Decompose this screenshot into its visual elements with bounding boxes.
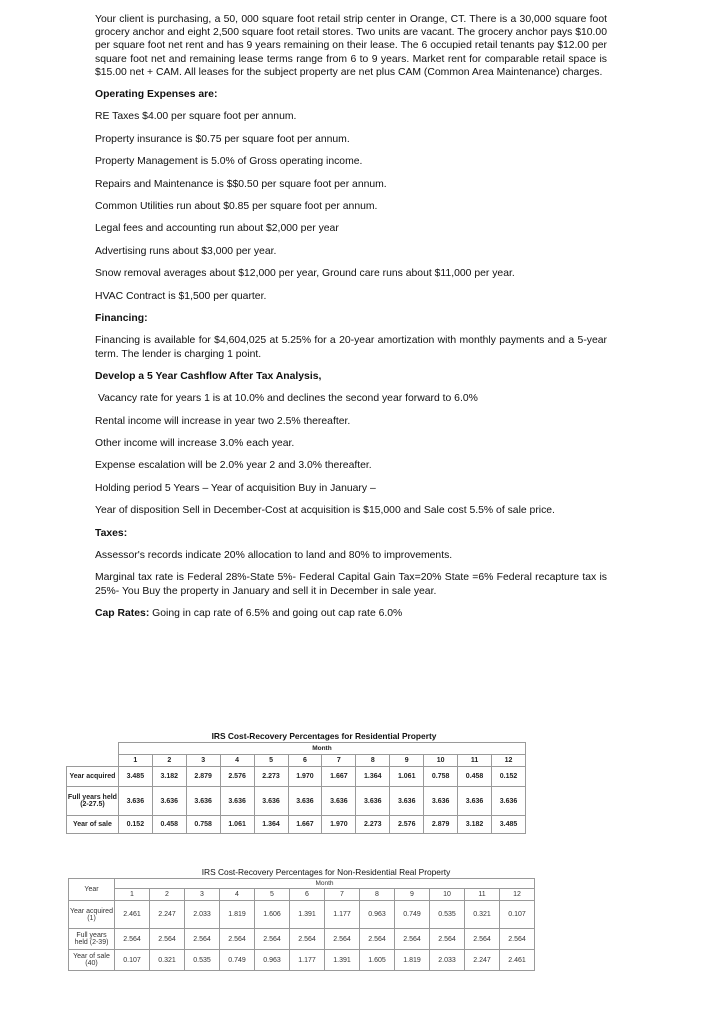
residential-table-title: IRS Cost-Recovery Percentages for Residential Property xyxy=(211,731,437,741)
table-cell: 2.564 xyxy=(325,929,360,950)
table-cell: 2.564 xyxy=(500,929,535,950)
table-cell: 0.458 xyxy=(152,816,186,834)
table-cell: 1.391 xyxy=(290,901,325,929)
cap-rates-text: Going in cap rate of 6.5% and going out cap rate 6.0% xyxy=(149,608,403,620)
table-cell: 2.247 xyxy=(150,901,185,929)
table-cell: 2.564 xyxy=(395,929,430,950)
table-cell: 2.564 xyxy=(465,929,500,950)
month-cell: 6 xyxy=(288,755,322,767)
table-cell: 1.177 xyxy=(290,950,325,971)
financing-text: Financing is available for $4,604,025 at 5.25% for a 20-year amortization with monthly payments and a 5-year term. The lender is charging 1 point. xyxy=(95,335,607,360)
table-cell: 2.576 xyxy=(220,767,254,787)
table-cell: 2.461 xyxy=(500,950,535,971)
table-cell: 1.970 xyxy=(322,816,356,834)
table-cell: 2.033 xyxy=(185,901,220,929)
row-label: Full years held (2-27.5) xyxy=(67,787,119,816)
table-cell: 0.107 xyxy=(500,901,535,929)
month-cell: 2 xyxy=(150,889,185,901)
table-row xyxy=(69,950,535,971)
month-cell: 11 xyxy=(458,755,492,767)
analysis-heading: Develop a 5 Year Cashflow After Tax Analysis, xyxy=(95,370,322,382)
table-cell: 0.321 xyxy=(465,901,500,929)
table-cell: 1.667 xyxy=(288,816,322,834)
month-cell: 3 xyxy=(185,889,220,901)
month-cell: 7 xyxy=(325,889,360,901)
table-cell: 3.636 xyxy=(254,787,288,816)
month-cell: 8 xyxy=(356,755,390,767)
table-cell: 1.970 xyxy=(288,767,322,787)
table-cell: 1.177 xyxy=(325,901,360,929)
cap-rates-heading: Cap Rates: xyxy=(95,608,150,620)
table-row xyxy=(67,816,526,834)
table-cell: 0.758 xyxy=(186,816,220,834)
row-label: Full years held (2-39) xyxy=(69,929,115,950)
table-cell: 1.061 xyxy=(390,767,424,787)
table-cell: 2.576 xyxy=(390,816,424,834)
table-cell: 1.606 xyxy=(255,901,290,929)
table-cell: 3.485 xyxy=(118,767,152,787)
table-cell: 0.749 xyxy=(220,950,255,971)
analysis-item: Holding period 5 Years – Year of acquisition Buy in January – xyxy=(95,482,376,494)
table-cell: 0.758 xyxy=(424,767,458,787)
table-cell: 3.636 xyxy=(492,787,526,816)
table-cell: 1.605 xyxy=(360,950,395,971)
table-cell: 1.819 xyxy=(220,901,255,929)
table-cell: 2.564 xyxy=(360,929,395,950)
month-cell: 1 xyxy=(115,889,150,901)
cap-rates-line xyxy=(95,607,607,620)
table-cell: 1.061 xyxy=(220,816,254,834)
table-cell: 3.636 xyxy=(118,787,152,816)
nonresidential-table xyxy=(68,878,535,971)
analysis-item: Vacancy rate for years 1 is at 10.0% and declines the second year forward to 6.0% xyxy=(98,393,478,405)
opex-item: HVAC Contract is $1,500 per quarter. xyxy=(95,290,267,302)
table-cell: 3.636 xyxy=(458,787,492,816)
table-cell: 3.636 xyxy=(186,787,220,816)
table-cell: 2.564 xyxy=(220,929,255,950)
table-cell: 0.963 xyxy=(255,950,290,971)
table-cell: 2.564 xyxy=(150,929,185,950)
table-cell: 0.152 xyxy=(492,767,526,787)
table-cell: 0.107 xyxy=(115,950,150,971)
table-cell: 2.564 xyxy=(290,929,325,950)
table-cell: 2.564 xyxy=(115,929,150,950)
opex-item: Repairs and Maintenance is $$0.50 per square foot per annum. xyxy=(95,178,387,190)
table-cell: 0.963 xyxy=(360,901,395,929)
table-cell: 3.182 xyxy=(152,767,186,787)
taxes-item: Marginal tax rate is Federal 28%-State 5%- Federal Capital Gain Tax=20% State =6% Federal recapture tax is 25%- You Buy the property in January and sell it in December in sale year. xyxy=(95,572,607,597)
table-cell: 2.273 xyxy=(254,767,288,787)
month-cell: 2 xyxy=(152,755,186,767)
table-cell: 3.636 xyxy=(220,787,254,816)
table-cell: 1.667 xyxy=(322,767,356,787)
table-cell: 2.247 xyxy=(465,950,500,971)
month-cell: 6 xyxy=(290,889,325,901)
month-cell: 4 xyxy=(220,755,254,767)
row-label: Year of sale xyxy=(67,816,119,834)
month-cell: 5 xyxy=(254,755,288,767)
month-cell: 11 xyxy=(465,889,500,901)
table-cell: 0.535 xyxy=(430,901,465,929)
taxes-item: Assessor's records indicate 20% allocation to land and 80% to improvements. xyxy=(95,550,453,562)
year-header: Year xyxy=(69,879,115,901)
table-cell: 1.391 xyxy=(325,950,360,971)
analysis-item: Year of disposition Sell in December-Cost at acquisition is $15,000 and Sale cost 5.5% of sale price. xyxy=(95,505,555,517)
table-cell: 2.033 xyxy=(430,950,465,971)
table-row xyxy=(67,767,526,787)
table-cell: 0.458 xyxy=(458,767,492,787)
opex-item: Legal fees and accounting run about $2,000 per year xyxy=(95,223,339,235)
row-label: Year of sale (40) xyxy=(69,950,115,971)
month-cell: 3 xyxy=(186,755,220,767)
table-cell: 3.636 xyxy=(152,787,186,816)
opex-item: Advertising runs about $3,000 per year. xyxy=(95,245,277,257)
table-cell: 3.182 xyxy=(458,816,492,834)
analysis-item: Expense escalation will be 2.0% year 2 and 3.0% thereafter. xyxy=(95,460,372,472)
table-cell: 2.564 xyxy=(185,929,220,950)
table-cell: 3.636 xyxy=(356,787,390,816)
table-row xyxy=(67,787,526,816)
month-row xyxy=(69,889,535,901)
table-cell: 2.564 xyxy=(255,929,290,950)
nonresidential-table-title: IRS Cost-Recovery Percentages for Non-Residential Real Property xyxy=(201,867,451,877)
residential-table-block xyxy=(66,731,526,834)
analysis-item: Other income will increase 3.0% each year. xyxy=(95,438,295,450)
table-cell: 2.879 xyxy=(186,767,220,787)
table-cell: 3.636 xyxy=(424,787,458,816)
table-cell: 0.152 xyxy=(118,816,152,834)
table-cell: 1.819 xyxy=(395,950,430,971)
row-label: Year acquired (1) xyxy=(69,901,115,929)
table-row xyxy=(69,929,535,950)
month-cell: 8 xyxy=(360,889,395,901)
month-header: Month xyxy=(115,879,535,889)
residential-table xyxy=(66,742,526,834)
table-cell: 0.749 xyxy=(395,901,430,929)
table-row xyxy=(69,901,535,929)
opex-heading: Operating Expenses are: xyxy=(95,89,218,101)
table-cell: 2.879 xyxy=(424,816,458,834)
opex-item: Snow removal averages about $12,000 per year, Ground care runs about $11,000 per year. xyxy=(95,268,515,280)
table-cell: 3.636 xyxy=(288,787,322,816)
month-cell: 5 xyxy=(255,889,290,901)
opex-item: Property Management is 5.0% of Gross operating income. xyxy=(95,156,363,168)
month-cell: 1 xyxy=(118,755,152,767)
table-cell: 0.535 xyxy=(185,950,220,971)
month-cell: 12 xyxy=(500,889,535,901)
month-row xyxy=(67,755,526,767)
month-cell: 10 xyxy=(430,889,465,901)
table-cell: 2.273 xyxy=(356,816,390,834)
opex-item: RE Taxes $4.00 per square foot per annum. xyxy=(95,111,297,123)
analysis-item: Rental income will increase in year two 2.5% thereafter. xyxy=(95,415,351,427)
table-cell: 1.364 xyxy=(254,816,288,834)
taxes-heading: Taxes: xyxy=(95,527,128,539)
month-cell: 12 xyxy=(492,755,526,767)
assignment-document xyxy=(95,13,607,620)
nonresidential-table-block xyxy=(68,866,538,971)
opex-item: Property insurance is $0.75 per square foot per annum. xyxy=(95,133,350,145)
table-cell: 1.364 xyxy=(356,767,390,787)
financing-heading: Financing: xyxy=(95,312,148,324)
table-cell: 2.564 xyxy=(430,929,465,950)
opex-item: Common Utilities run about $0.85 per square foot per annum. xyxy=(95,200,378,212)
table-cell: 2.461 xyxy=(115,901,150,929)
intro-paragraph: Your client is purchasing, a 50, 000 square foot retail strip center in Orange, CT. There is a 30,000 square foot grocery anchor and eight 2,500 square foot retail stores. Two units are vacant. The grocery anchor pays $10.00 per square foot net rent and has 9 years remaining on their lease. The 6 occupied retail tenants pay $12.00 per square foot net and remaining lease terms range from 6 to 9 years. Market rent for comparable retail space is $15.00 net + CAM. All leases for the subject property are net plus CAM (Common Area Maintenance) charges. xyxy=(95,14,607,78)
table-cell: 3.485 xyxy=(492,816,526,834)
month-cell: 10 xyxy=(424,755,458,767)
month-cell: 9 xyxy=(395,889,430,901)
month-cell: 7 xyxy=(322,755,356,767)
table-cell: 3.636 xyxy=(322,787,356,816)
month-cell: 4 xyxy=(220,889,255,901)
table-cell: 0.321 xyxy=(150,950,185,971)
month-header: Month xyxy=(118,743,525,755)
month-cell: 9 xyxy=(390,755,424,767)
row-label: Year acquired xyxy=(67,767,119,787)
table-cell: 3.636 xyxy=(390,787,424,816)
